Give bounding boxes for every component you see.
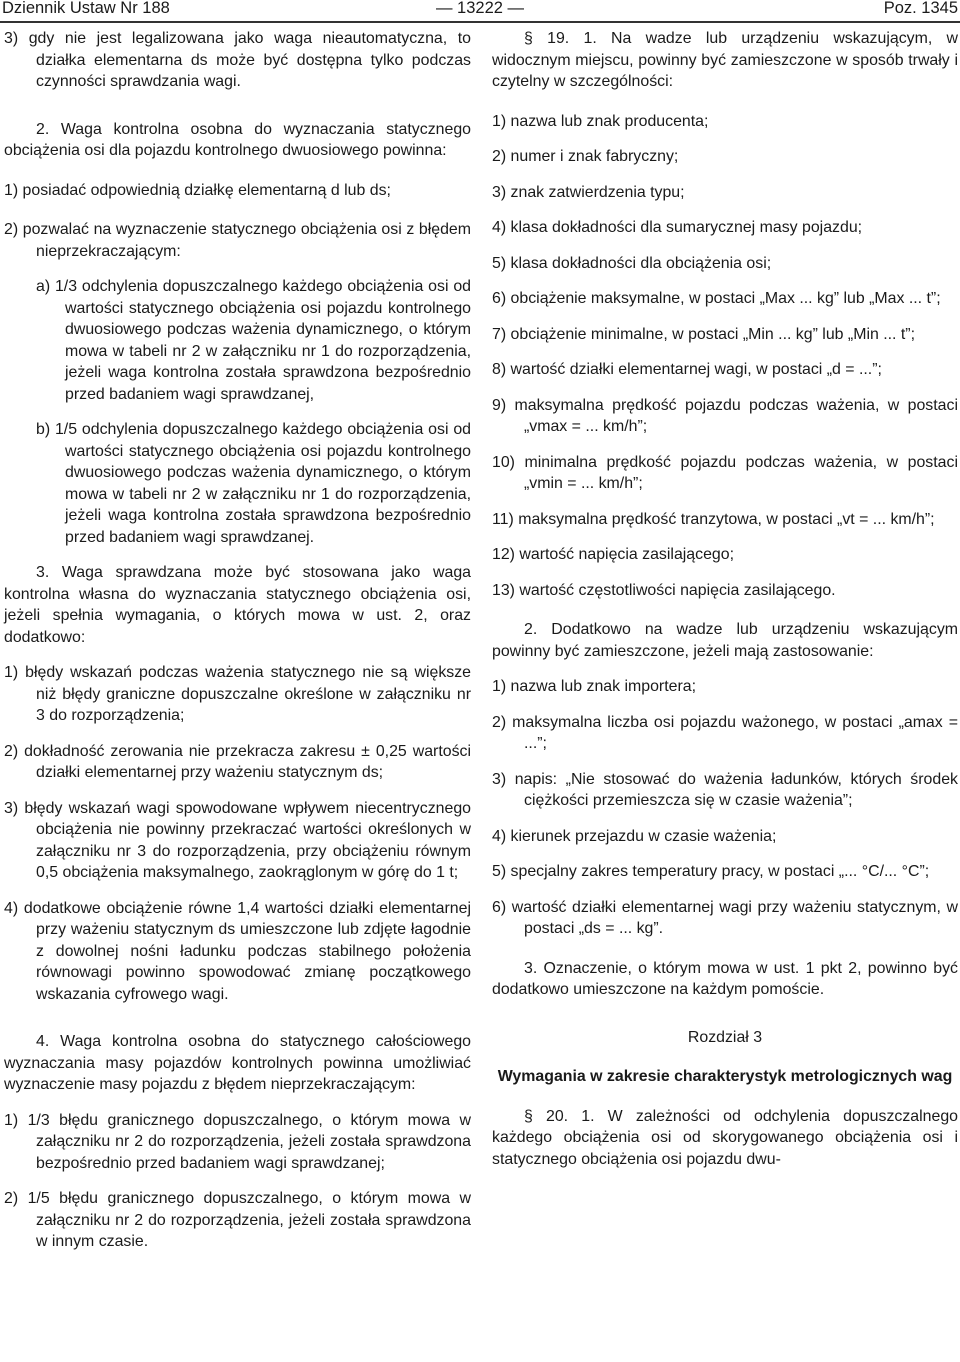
left-column: [4, 28, 471, 1253]
list-item: 2) maksymalna liczba osi pojazdu ważonego, w postaci „amax = ...”;: [492, 713, 958, 752]
list-item: 9) maksymalna prędkość pojazdu podczas ważenia, w postaci „vmax = ... km/h”;: [492, 396, 958, 435]
paragraph: 2. Dodatkowo na wadze lub urządzeniu wskazującym powinny być zamieszczone, jeżeli mają zastosowanie:: [492, 621, 958, 660]
list-item: 1) nazwa lub znak importera;: [492, 678, 697, 695]
paragraph: 2. Waga kontrolna osobna do wyznaczania statycznego obciążenia osi dla pojazdu kontrolnego dwuosiowego powinna:: [4, 120, 471, 159]
paragraph: § 20. 1. W zależności od odchylenia dopuszczalnego każdego obciążenia osi od skorygowanego obciążenia osi i statycznego obciążenia osi pojazdu dwu-: [492, 1107, 958, 1168]
list-item: 1) 1/3 błędu granicznego dopuszczalnego, o którym mowa w załączniku nr 2 do rozporządzenia, jeżeli została sprawdzona bezpośrednio przed badaniem wagi sprawdzanej;: [4, 1111, 471, 1172]
list-item: 3) znak zatwierdzenia typu;: [492, 183, 685, 201]
journal-title: Dziennik Ustaw Nr 188: [2, 0, 170, 17]
page-number: — 13222 —: [435, 0, 525, 17]
list-item: 1) posiadać odpowiednią działkę elementarną d lub ds;: [4, 181, 391, 199]
position-number: Poz. 1345: [883, 0, 958, 17]
chapter-heading: Rozdział 3: [687, 1028, 763, 1046]
page-header: [0, 0, 960, 22]
list-item: 3) błędy wskazań wagi spowodowane wpływem niecentrycznego obciążenia nie powinny przekraczać wartości określonych w załączniku nr 3 do rozporządzenia, przy obciążeniu równym 0,5 obciążenia maksymalnego, zaokrąglonym w górę do 1 t;: [4, 799, 471, 881]
list-item: 6) obciążenie maksymalne, w postaci „Max ... kg” lub „Max ... t”;: [492, 290, 941, 307]
list-item: 1) błędy wskazań podczas ważenia statycznego nie są większe niż błędy graniczne dopuszczalne określone w załączniku nr 3 do rozporządzenia;: [4, 664, 471, 724]
paragraph: 4. Waga kontrolna osobna do statycznego całościowego wyznaczania masy pojazdów kontrolnych powinna umożliwiać wyznaczenie masy pojazdu z błędem nieprzekraczającym:: [4, 1033, 471, 1093]
list-item: 4) dodatkowe obciążenie równe 1,4 wartości działki elementarnej przy ważeniu statycznym ds umieszczone lub zdjęte łagodnie z dowolnej nośni ładunku podczas stabilnego położenia równowagi powinno spowodować zmianę początkowego wskazania cyfrowego wagi.: [4, 899, 471, 1003]
list-item: 8) wartość działki elementarnej wagi, w postaci „d = ...”;: [492, 361, 882, 378]
right-column: [492, 28, 958, 1170]
list-subitem: b) 1/5 odchylenia dopuszczalnego każdego obciążenia osi od wartości statycznego obciążenia osi pojazdu kontrolnego dwuosiowego podczas ważenia dynamicznego, o którym mowa w tabeli nr 2 w załączniku nr 1 do rozporządzenia, jeżeli waga kontrolna została sprawdzona bezpośrednio przed badaniem wagi sprawdzanej.: [36, 421, 471, 546]
list-item: 7) obciążenie minimalne, w postaci „Min ... kg” lub „Min ... t”;: [492, 325, 916, 343]
list-item: 6) wartość działki elementarnej wagi przy ważeniu statycznym, w postaci „ds = ... kg”.: [492, 898, 958, 937]
list-item: 4) klasa dokładności dla sumarycznej masy pojazdu;: [492, 219, 863, 236]
paragraph: 3. Oznaczenie, o którym mowa w ust. 1 pkt 2, powinno być dodatkowo umieszczone na każdym pomoście.: [492, 959, 958, 998]
list-item: 12) wartość napięcia zasilającego;: [492, 546, 735, 563]
paragraph: § 19. 1. Na wadze lub urządzeniu wskazującym, w widocznym miejscu, powinny być zamieszczone w sposób trwały i czytelny w szczególności:: [492, 30, 958, 90]
list-item: 2) pozwalać na wyznaczenie statycznego obciążenia osi z błędem nieprzekraczającym:: [4, 221, 471, 260]
list-item: 13) wartość częstotliwości napięcia zasilającego.: [492, 581, 836, 599]
header-rule: [0, 21, 960, 23]
paragraph: 3) gdy nie jest legalizowana jako waga nieautomatyczna, to działka elementarna ds może być dostępna tylko podczas czynności sprawdzania wagi.: [4, 30, 471, 90]
list-item: 3) napis: „Nie stosować do ważenia ładunków, których środek ciężkości przemieszcza się w czasie ważenia”;: [492, 770, 958, 809]
list-item: 5) klasa dokładności dla obciążenia osi;: [492, 254, 772, 272]
list-item: 4) kierunek przejazdu w czasie ważenia;: [492, 827, 777, 845]
paragraph: 3. Waga sprawdzana może być stosowana jako waga kontrolna własna do wyznaczania statycznego obciążenia osi, jeżeli spełnia wymagania, o których mowa w ust. 2, oraz dodatkowo:: [4, 564, 471, 646]
list-item: 11) maksymalna prędkość tranzytowa, w postaci „vt = ... km/h”;: [492, 510, 935, 528]
list-item: 2) dokładność zerowania nie przekracza zakresu ± 0,25 wartości działki elementarnej przy ważeniu statycznym ds;: [4, 742, 471, 781]
list-subitem: a) 1/3 odchylenia dopuszczalnego każdego obciążenia osi od wartości statycznego obciążenia osi pojazdu kontrolnego dwuosiowego podczas ważenia dynamicznego, o którym mowa w tabeli nr 2 w załączniku nr 1 do rozporządzenia, jeżeli waga kontrolna została sprawdzona bezpośrednio przed badaniem wagi sprawdzanej,: [36, 278, 471, 403]
list-item: 1) nazwa lub znak producenta;: [492, 112, 709, 130]
list-item: 5) specjalny zakres temperatury pracy, w postaci „... °C/... °C”;: [492, 863, 930, 880]
list-item: 2) numer i znak fabryczny;: [492, 148, 679, 165]
list-item: 10) minimalna prędkość pojazdu podczas ważenia, w postaci „vmin = ... km/h”;: [492, 453, 958, 492]
chapter-title: Wymagania w zakresie charakterystyk metrologicznych wag: [497, 1068, 953, 1085]
list-item: 2) 1/5 błędu granicznego dopuszczalnego, o którym mowa w załączniku nr 2 do rozporządzenia, jeżeli została sprawdzona w innym czasie.: [4, 1190, 471, 1250]
